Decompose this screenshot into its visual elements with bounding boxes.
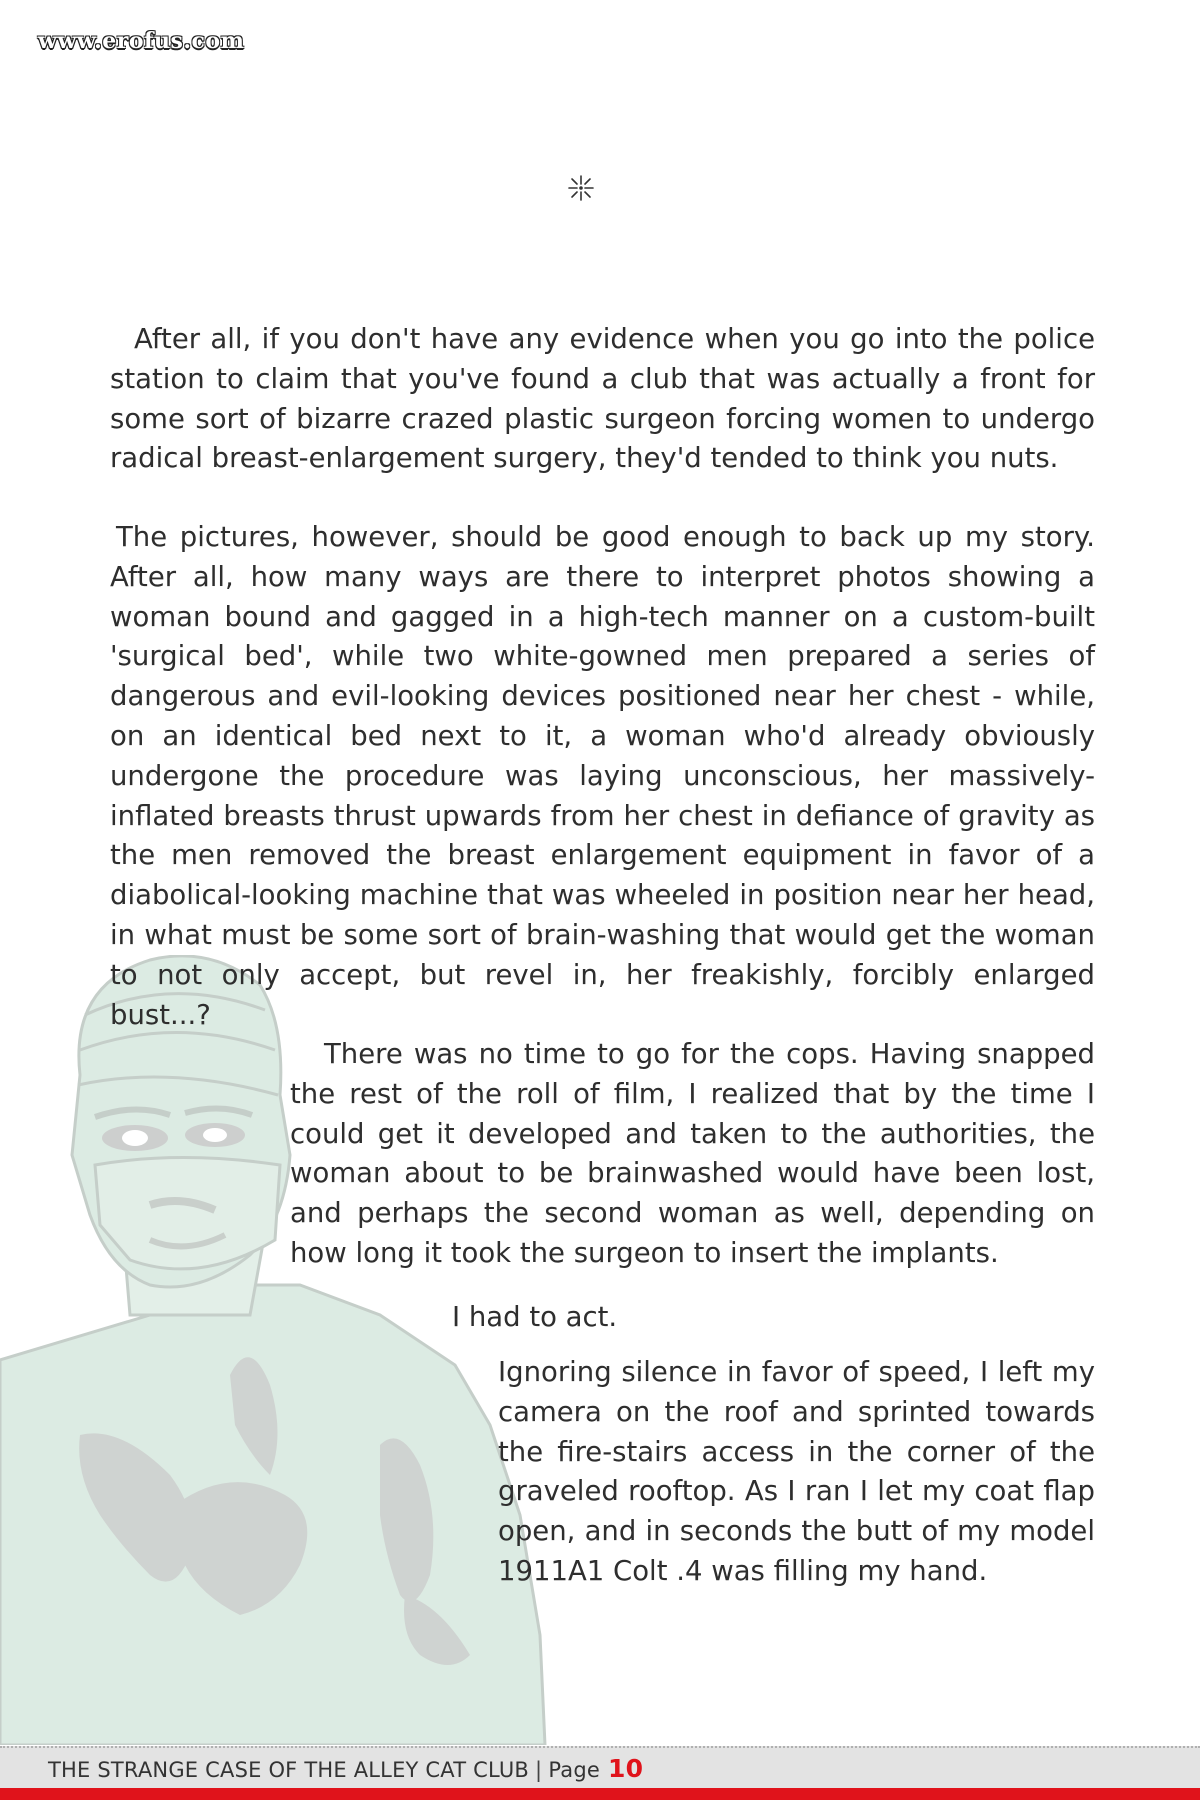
footer-separator: | — [535, 1758, 543, 1782]
book-title: THE STRANGE CASE OF THE ALLEY CAT CLUB — [48, 1758, 530, 1782]
watermark: www.erofus.com — [38, 28, 245, 54]
paragraph-ignoring-silence: Ignoring silence in favor of speed, I left my camera on the roof and sprinted towards the fire-stairs access in the corner of the graveled rooftop. As I ran I let my coat flap open, and in seconds the butt of my model 1911A1 Colt .4 was filling my hand. — [498, 1356, 1095, 1587]
page-number: 10 — [607, 1754, 644, 1783]
footer-accent-bar — [0, 1788, 1200, 1800]
surgical-mask — [95, 1158, 280, 1269]
asterism-icon — [568, 175, 594, 201]
paragraph-evidence: After all, if you don't have any evidence when you go into the police station to claim that you've found a club that was actually a front for some sort of bizarre crazed plastic surgeon forcing women to undergo radical breast-enlargement surgery, they'd tended to think you nuts. — [110, 323, 1095, 475]
page-footer — [48, 1754, 643, 1783]
paragraph-had-to-act: I had to act. — [452, 1301, 618, 1333]
paragraph-pictures: The pictures, however, should be good enough to back up my story. After all, how many ways are there to interpret photos showing a woman bound and gagged in a high-tech manner on a custom-built 'surgical bed', while two white-gowned men prepared a series of dangerous and evil-looking devices positioned near her chest - while, on an identical bed next to it, a woman who'd already obviously undergone the procedure was laying unconscious, her massively-inflated breasts thrust upwards from her chest in defiance of gravity as the men removed the breast enlargement equipment in favor of a diabolical-looking machine that was wheeled in position near her head, in what must be some sort of brain-washing that would get the woman to not only accept, but revel in, her freakishly, forcibly enlarged bust...? — [110, 521, 1095, 1031]
paragraph-no-time: There was no time to go for the cops. Having snapped the rest of the roll of film, I realized that by the time I could get it developed and taken to the authorities, the woman about to be brainwashed would have been lost, and perhaps the second woman as well, depending on how long it took the surgeon to insert the implants. — [290, 1038, 1095, 1269]
page-label: Page — [548, 1758, 600, 1782]
